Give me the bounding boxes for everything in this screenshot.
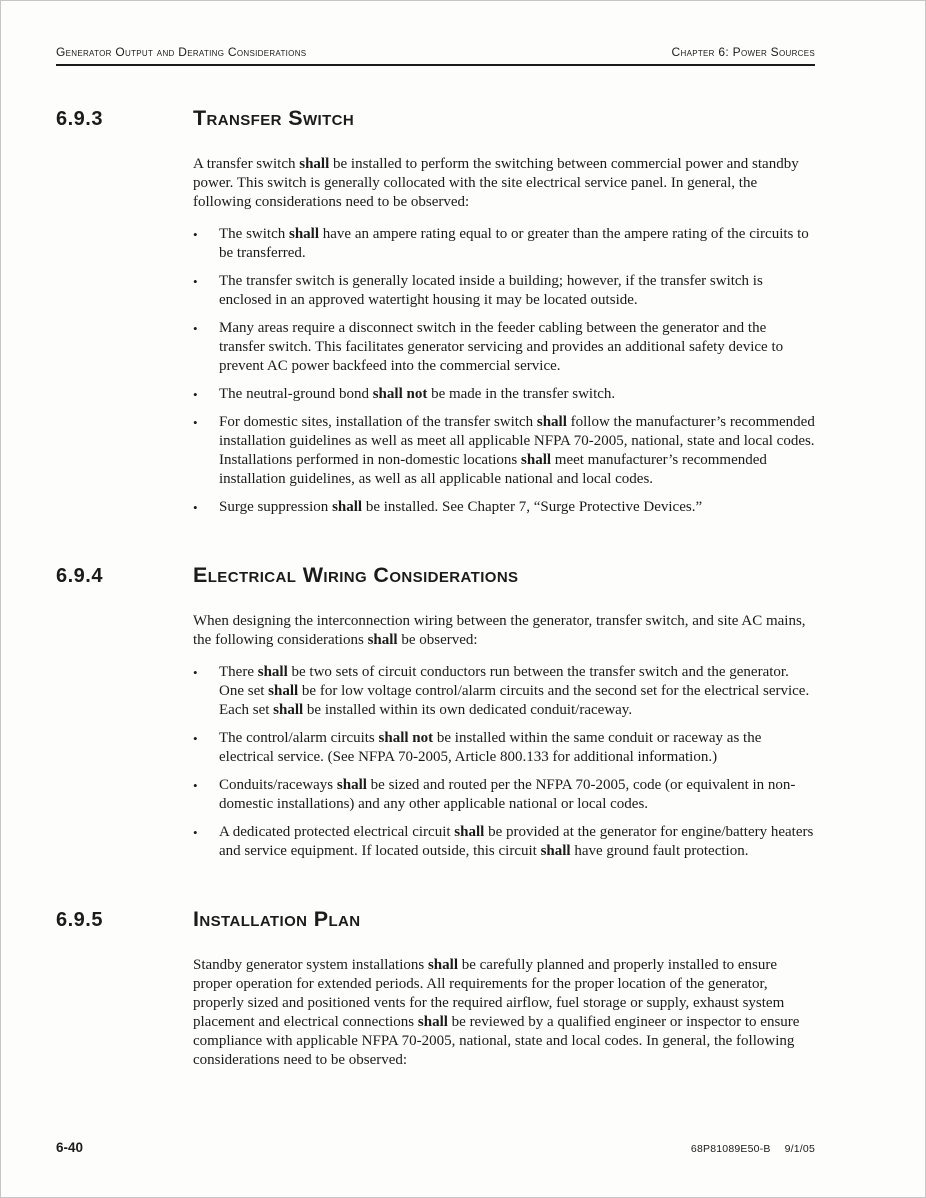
section-number: 6.9.4 <box>56 565 103 587</box>
section-title: Transfer Switch <box>193 106 355 130</box>
bullet-marker: • <box>193 274 198 289</box>
section-title: Installation Plan <box>193 907 361 931</box>
page-body <box>56 66 815 1070</box>
header-chapter-title: Chapter 6: Power Sources <box>671 45 815 59</box>
section-heading <box>56 106 815 131</box>
bullet-marker: • <box>193 415 198 430</box>
bullet-marker: • <box>193 731 198 746</box>
section-installation-plan <box>56 907 815 1070</box>
page-footer <box>56 1140 815 1155</box>
bullet-marker: • <box>193 825 198 840</box>
bullet-text: There shall be two sets of circuit conductors run between the transfer switch and the generator. One set shall be for low voltage control/alarm circuits and the second set for the electrical service. Each set shall be installed within its own dedicated conduit/raceway. <box>219 664 810 718</box>
section-intro: When designing the interconnection wiring between the generator, transfer switch, and site AC mains, the following considerations shall be observed: <box>193 613 806 648</box>
bullet-marker: • <box>193 387 198 402</box>
bullet-text: The control/alarm circuits shall not be installed within the same conduit or raceway as the electrical service. (See NFPA 70-2005, Article 800.133 for additional information.) <box>219 730 762 765</box>
bullet-marker: • <box>193 665 198 680</box>
bullet-text: Surge suppression shall be installed. See Chapter 7, “Surge Protective Devices.” <box>219 499 703 515</box>
revision-date: 9/1/05 <box>784 1143 815 1155</box>
bullet-item <box>193 729 815 767</box>
doc-part-number: 68P81089E50-B <box>690 1143 771 1155</box>
bullet-marker: • <box>193 500 198 515</box>
section-title: Electrical Wiring Considerations <box>193 563 519 587</box>
bullet-marker: • <box>193 321 198 336</box>
bullet-text: The neutral-ground bond shall not be made in the transfer switch. <box>219 386 616 402</box>
bullet-item <box>193 225 815 263</box>
bullet-text: The switch shall have an ampere rating equal to or greater than the ampere rating of the circuits to be transferred. <box>219 226 809 261</box>
bullet-text: For domestic sites, installation of the transfer switch shall follow the manufacturer’s recommended installation guidelines as well as meet all applicable NFPA 70-2005, national, state and local codes. Installations performed in non-domestic locations shall meet manufacturer’s recommended installation guidelines, as well as all applicable national and local codes. <box>219 414 815 487</box>
bullet-item <box>193 272 815 310</box>
page-header <box>56 45 815 59</box>
bullet-marker: • <box>193 778 198 793</box>
bullet-text: Conduits/raceways shall be sized and routed per the NFPA 70-2005, code (or equivalent in non-domestic installations) and any other applicable national or local codes. <box>219 777 796 812</box>
section-body <box>193 612 815 861</box>
section-heading <box>56 907 815 932</box>
section-number: 6.9.3 <box>56 108 103 130</box>
bullet-text: Many areas require a disconnect switch in the feeder cabling between the generator and the transfer switch. This facilitates generator servicing and provides an additional safety device to prevent AC power backfeed into the commercial service. <box>219 320 784 374</box>
header-running-title: Generator Output and Derating Considerations <box>56 45 307 59</box>
section-transfer-switch <box>56 106 815 517</box>
bullet-item <box>193 498 815 517</box>
page-number: 6-40 <box>56 1140 84 1155</box>
bullet-item <box>193 413 815 489</box>
bullet-text: The transfer switch is generally located inside a building; however, if the transfer switch is enclosed in an approved watertight housing it may be located outside. <box>219 273 763 308</box>
footer-doc-info <box>691 1143 815 1155</box>
section-body <box>193 155 815 517</box>
bullet-text: A dedicated protected electrical circuit shall be provided at the generator for engine/battery heaters and service equipment. If located outside, this circuit shall have ground fault protection. <box>219 824 814 859</box>
section-intro: Standby generator system installations shall be carefully planned and properly installed to ensure proper operation for extended periods. All requirements for the proper location of the generator, properly sized and positioned vents for the required airflow, fuel storage or supply, exhaust system placement and electrical connections shall be reviewed by a qualified engineer or inspector to ensure compliance with applicable NFPA 70-2005, national, state and local codes. In general, the following considerations need to be observed: <box>193 957 800 1068</box>
bullet-list <box>193 225 815 517</box>
section-electrical-wiring-considerations <box>56 563 815 861</box>
bullet-marker: • <box>193 227 198 242</box>
section-number: 6.9.5 <box>56 909 103 931</box>
bullet-item <box>193 823 815 861</box>
bullet-item <box>193 319 815 376</box>
bullet-list <box>193 663 815 861</box>
section-heading <box>56 563 815 588</box>
bullet-item <box>193 663 815 720</box>
bullet-item <box>193 776 815 814</box>
section-intro: A transfer switch shall be installed to perform the switching between commercial power and standby power. This switch is generally collocated with the site electrical service panel. In general, the following considerations need to be observed: <box>193 156 799 210</box>
bullet-item <box>193 385 815 404</box>
section-body <box>193 956 815 1070</box>
